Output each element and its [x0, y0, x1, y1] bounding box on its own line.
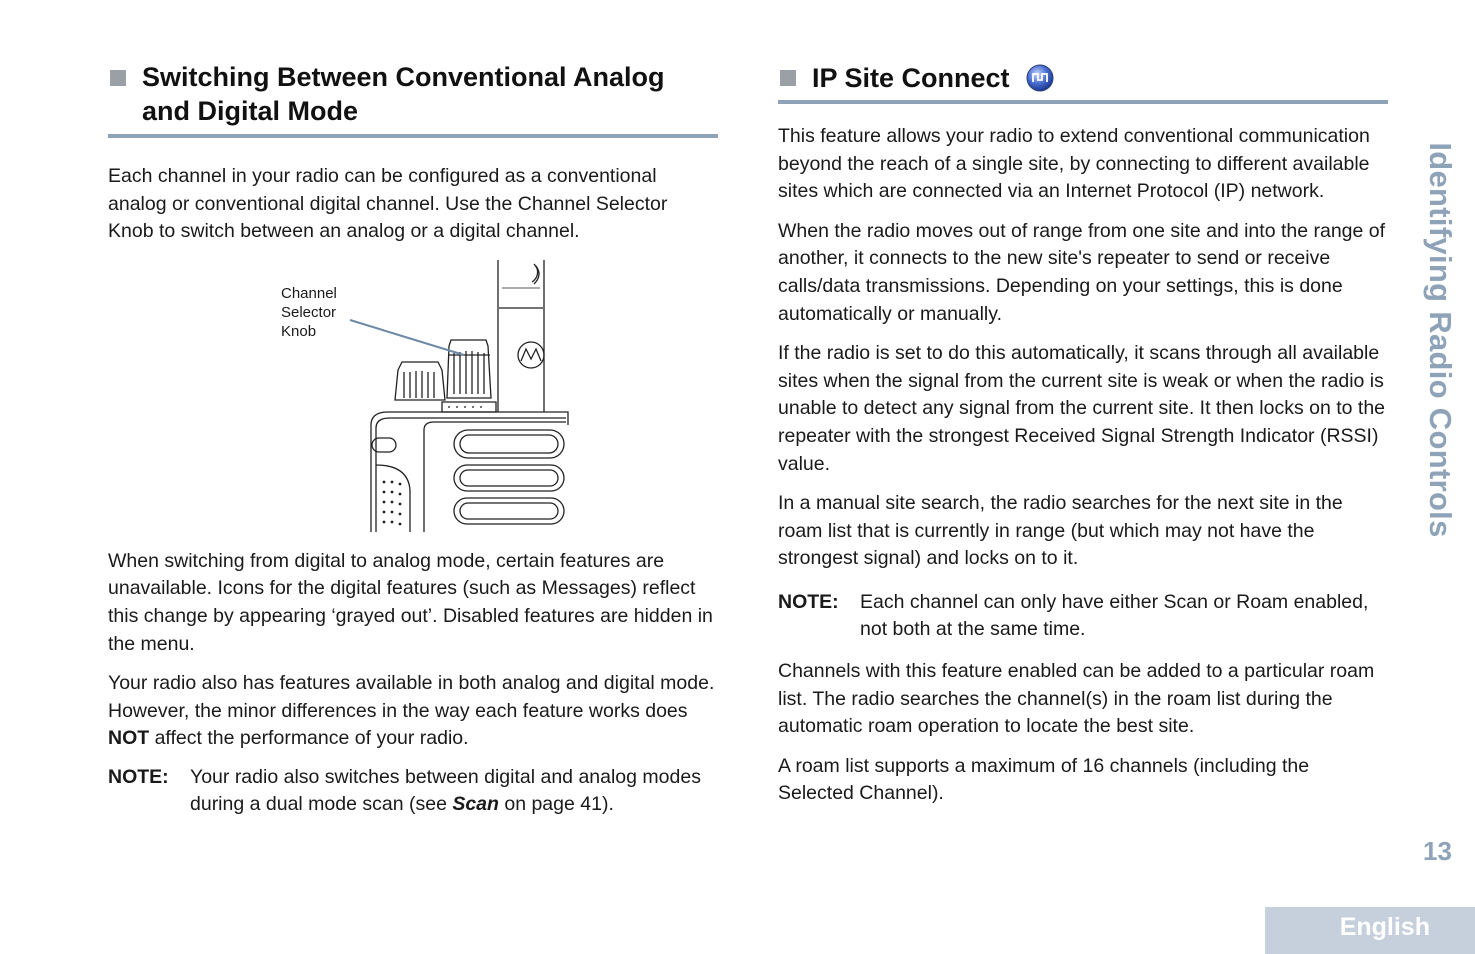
- automatic-paragraph: If the radio is set to do this automatically, it scans through all available sites when the signal from the current site is weak or when the radio is unable to detect any signal from the current site. It then locks on to the repeater with the strongest Received Signal Strength Indicator (RSSI) value.: [778, 342, 1386, 475]
- heading-switching-modes: Switching Between Conventional Analog and Digital Mode: [142, 62, 665, 126]
- range-paragraph: When the radio moves out of range from one site and into the range of another, it connects to the new site's repeater to send or receive calls/data transmissions. Depending on your settings, this is done automatically or manually.: [778, 219, 1386, 325]
- note-text-after: on page 41).: [498, 792, 614, 815]
- both-modes-paragraph: [108, 670, 718, 753]
- intro-paragraph: Each channel in your radio can be configured as a conventional analog or conventional digital channel. Use the Channel Selector Knob to switch between an analog or a digital channel.: [108, 165, 668, 243]
- manual-paragraph: In a manual site search, the radio searches for the next site in the roam list that is currently in range (but which may not have the strongest signal) and locks on to it.: [778, 492, 1343, 570]
- radio-top-drawing: [108, 260, 718, 532]
- roam-max-paragraph: A roam list supports a maximum of 16 channels (including the Selected Channel).: [778, 754, 1310, 805]
- ip-site-connect-icon: [1026, 64, 1054, 92]
- left-column: [108, 60, 718, 818]
- note-text-before: Your radio also switches between digital and analog modes during a dual mode scan (see: [190, 765, 701, 815]
- note-text: Each channel can only have either Scan or Roam enabled, not both at the same time.: [860, 590, 1369, 640]
- note-scan-roam: [778, 589, 1388, 643]
- callout-line-1: Channel: [281, 284, 337, 302]
- note-dual-mode-scan: [108, 764, 718, 818]
- heading-bullet-square: [780, 70, 796, 86]
- digital-analog-paragraph: When switching from digital to analog mode, certain features are unavailable. Icons for the digital features (such as Messages) reflect this change by appearing ‘grayed out’. Disabled features are hidden in the menu.: [108, 549, 713, 655]
- note-text: [108, 764, 718, 818]
- radio-illustration: [108, 260, 718, 532]
- ip-intro-paragraph: This feature allows your radio to extend conventional communication beyond the reach of a single site, by connecting to different available sites which are connected via an Internet Protocol (IP) network.: [778, 125, 1370, 203]
- channel-selector-callout: [281, 284, 337, 341]
- heading-bullet-square: [110, 70, 126, 86]
- right-column: [778, 60, 1388, 808]
- both-modes-text-2: affect the performance of your radio.: [149, 727, 469, 750]
- section-heading-switching: [108, 60, 718, 138]
- roam-list-paragraph: Channels with this feature enabled can be added to a particular roam list. The radio searches the channel(s) in the roam list during the automatic roam operation to locate the best site.: [778, 659, 1375, 738]
- scan-link[interactable]: Scan: [452, 792, 499, 815]
- heading-ip-site-connect: IP Site Connect: [812, 63, 1010, 93]
- page-number: 13: [1423, 836, 1452, 866]
- note-label: NOTE:: [778, 590, 839, 613]
- callout-line-2: Selector: [281, 303, 337, 321]
- callout-leader-line: [350, 320, 464, 355]
- chapter-side-title: [1422, 128, 1458, 552]
- note-label: NOTE:: [108, 765, 169, 788]
- both-modes-text-1: Your radio also has features available in both analog and digital mode. However, the minor differences in the way each feature works does: [108, 672, 715, 722]
- chapter-title-text: Identifying Radio Controls: [1423, 142, 1458, 538]
- language-tab: English: [1265, 907, 1475, 954]
- section-heading-ip-site: [778, 60, 1388, 104]
- callout-line-3: Knob: [281, 322, 317, 340]
- not-emphasis: NOT: [108, 727, 150, 750]
